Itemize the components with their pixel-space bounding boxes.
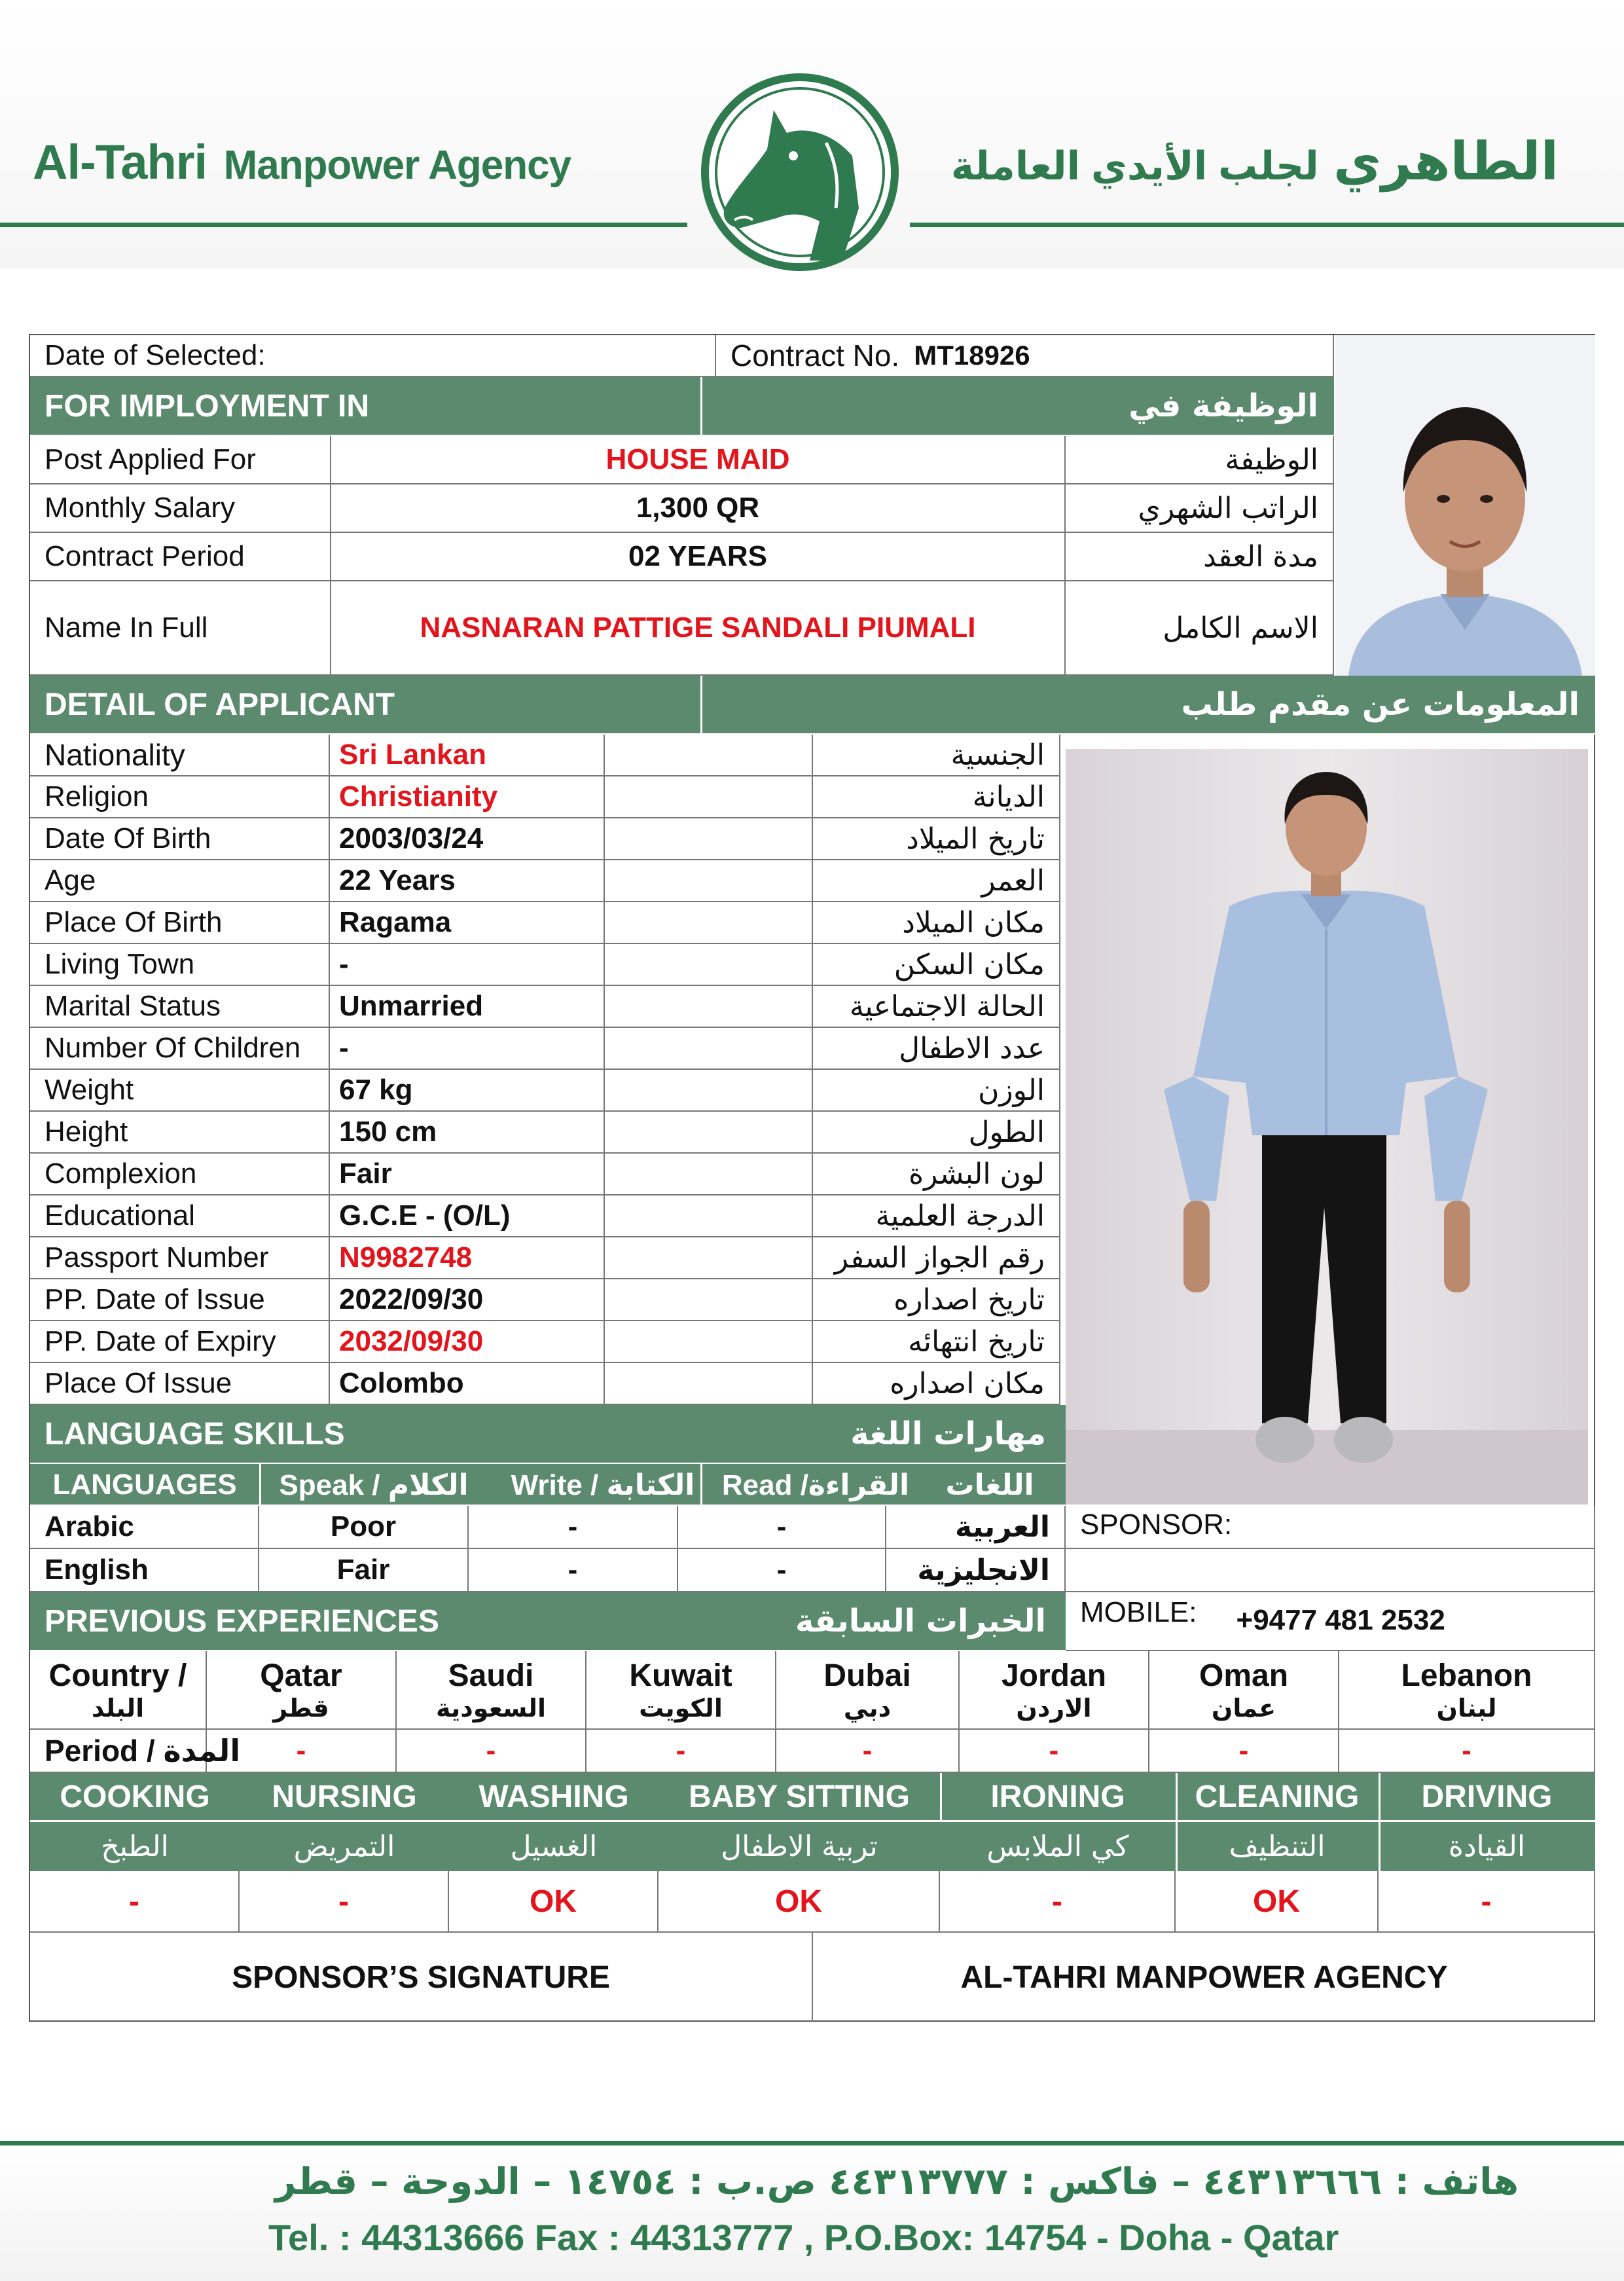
blank-cell <box>605 1154 813 1195</box>
religion-label: Religion <box>30 776 330 818</box>
country-label-en: Country / <box>48 1658 187 1693</box>
contract-number-value: MT18926 <box>914 340 1030 371</box>
header-rule-left <box>0 223 687 227</box>
complexion-label: Complexion <box>30 1154 330 1195</box>
english-write-value: - <box>469 1549 678 1592</box>
blank-cell <box>605 1112 813 1154</box>
marital-status-label-ar: الحالة الاجتماعية <box>813 986 1060 1028</box>
pp-expiry-date-value: 2032/09/30 <box>330 1321 605 1363</box>
skill-cooking-label: COOKING <box>60 1779 210 1814</box>
country-name-ar: الاردن <box>1016 1693 1092 1723</box>
skill-washing-value: OK <box>449 1871 659 1933</box>
height-label: Height <box>30 1112 330 1154</box>
children-value: - <box>330 1028 605 1070</box>
height-value: 150 cm <box>330 1112 605 1154</box>
full-body-photo <box>1066 749 1588 1505</box>
skill-ironing-label-ar: كي الملابس <box>986 1829 1129 1863</box>
date-selected-label: Date of Selected: <box>45 339 266 371</box>
weight-value: 67 kg <box>330 1070 605 1112</box>
country-name-ar: السعودية <box>435 1693 547 1723</box>
full-name-label-ar: الاسم الكامل <box>1066 581 1334 676</box>
children-label: Number Of Children <box>30 1028 330 1070</box>
country-qatar <box>207 1651 397 1730</box>
blank-cell <box>605 986 813 1028</box>
skills-divider <box>1379 1773 1380 1871</box>
language-row-english-ar: الانجليزية <box>886 1549 1066 1592</box>
brand-name-main: Al-Tahri <box>33 135 208 189</box>
dob-label: Date Of Birth <box>30 818 330 860</box>
education-label: Educational <box>30 1195 330 1237</box>
nationality-value: Sri Lankan <box>330 735 605 776</box>
post-label-ar: الوظيفة <box>1066 436 1334 484</box>
blank-cell <box>605 1070 813 1112</box>
blank-cell <box>605 1279 813 1321</box>
skills-divider <box>940 1773 942 1820</box>
place-of-birth-label-ar: مكان الميلاد <box>813 902 1060 944</box>
children-label-ar: عدد الاطفال <box>813 1028 1060 1070</box>
country-jordan <box>960 1651 1149 1730</box>
blank-cell <box>605 1028 813 1070</box>
full-body-image <box>1066 749 1588 1505</box>
salary-label: Monthly Salary <box>30 484 331 533</box>
blank-cell <box>1066 1549 1595 1592</box>
passport-number-label: Passport Number <box>30 1237 330 1279</box>
horse-head-logo-icon <box>695 71 905 274</box>
read-column-header: Read /القراءة <box>721 1469 910 1501</box>
languages-column-header: LANGUAGES <box>52 1469 237 1501</box>
dob-label-ar: تاريخ الميلاد <box>813 818 1060 860</box>
skills-divider <box>1176 1773 1178 1871</box>
blank-cell <box>605 1321 813 1363</box>
country-kuwait <box>586 1651 776 1730</box>
country-name: Oman <box>1199 1658 1289 1693</box>
employment-section-header <box>30 377 1334 436</box>
height-label-ar: الطول <box>813 1112 1060 1154</box>
contract-number-field <box>716 335 1334 377</box>
blank-cell <box>605 1195 813 1237</box>
brand-name-arabic-main: الطاهري <box>1333 132 1559 191</box>
age-label: Age <box>30 860 330 902</box>
country-dubai <box>776 1651 960 1730</box>
country-header <box>30 1651 207 1730</box>
country-name-ar: عمان <box>1211 1693 1276 1723</box>
place-of-issue-label-ar: مكان اصداره <box>813 1363 1060 1405</box>
blank-cell <box>605 1363 813 1405</box>
dob-value: 2003/03/24 <box>330 818 605 860</box>
footer-rule <box>0 2141 1624 2145</box>
period-lebanon: - <box>1339 1730 1595 1773</box>
country-oman <box>1149 1651 1339 1730</box>
agency-signature-box: AL-TAHRI MANPOWER AGENCY <box>960 1960 1448 1995</box>
letterhead <box>0 0 1624 268</box>
arabic-write-value: - <box>469 1506 678 1549</box>
religion-value: Christianity <box>330 776 605 818</box>
sponsor-label: SPONSOR: <box>1080 1508 1233 1541</box>
country-name: Jordan <box>1001 1658 1107 1693</box>
contract-period-value: 02 YEARS <box>331 533 1066 581</box>
salary-label-ar: الراتب الشهري <box>1066 484 1334 533</box>
header-divider <box>700 1464 702 1506</box>
marital-status-value: Unmarried <box>330 986 605 1028</box>
experience-title-en: PREVIOUS EXPERIENCES <box>45 1603 439 1639</box>
period-jordan: - <box>960 1730 1149 1773</box>
experience-section-header <box>30 1592 1066 1651</box>
contract-period-label-ar: مدة العقد <box>1066 533 1334 581</box>
blank-cell <box>605 860 813 902</box>
skills-header-divider <box>30 1820 1595 1822</box>
brand-name-english <box>33 134 571 190</box>
pp-expiry-date-label-ar: تاريخ انتهائه <box>813 1321 1060 1363</box>
post-label: Post Applied For <box>30 436 331 484</box>
skill-cooking-label-ar: الطبخ <box>101 1829 169 1863</box>
language-row-english: English <box>30 1549 259 1592</box>
education-value: G.C.E - (O/L) <box>330 1195 605 1237</box>
post-value: HOUSE MAID <box>331 436 1066 484</box>
arabic-read-value: - <box>678 1506 886 1549</box>
education-label-ar: الدرجة العلمية <box>813 1195 1060 1237</box>
country-name-ar: دبي <box>843 1693 892 1723</box>
blank-cell <box>605 902 813 944</box>
skill-washing-label: WASHING <box>478 1779 629 1814</box>
period-saudi: - <box>397 1730 586 1773</box>
full-name-value: NASNARAN PATTIGE SANDALI PIUMALI <box>331 581 1066 676</box>
band-divider <box>700 377 702 436</box>
religion-label-ar: الديانة <box>813 776 1060 818</box>
country-saudi <box>397 1651 586 1730</box>
skill-ironing-label: IRONING <box>990 1779 1125 1814</box>
country-name: Kuwait <box>629 1658 732 1693</box>
english-speak-value: Fair <box>259 1549 469 1592</box>
weight-label-ar: الوزن <box>813 1070 1060 1112</box>
skill-baby-sitting-label-ar: تربية الاطفال <box>721 1829 878 1863</box>
contract-number-label: Contract No. <box>731 338 900 373</box>
applicant-section-header <box>30 676 1595 735</box>
applicant-title-en: DETAIL OF APPLICANT <box>45 687 395 722</box>
write-column-header: Write / الكتابة <box>511 1469 695 1501</box>
pp-issue-date-value: 2022/09/30 <box>330 1279 605 1321</box>
language-row-arabic: Arabic <box>30 1506 259 1549</box>
employment-title-en: FOR IMPLOYMENT IN <box>45 388 369 424</box>
blank-cell <box>605 735 813 776</box>
english-read-value: - <box>678 1549 886 1592</box>
footer-contact-arabic: هاتف : ٤٤٣١٣٦٦٦ – فاكس : ٤٤٣١٣٧٧٧ ص.ب : ١٤٧٥٤ – الدوحة – قطر <box>275 2161 1519 2203</box>
period-label: Period / المدة <box>30 1730 207 1773</box>
arabic-speak-value: Poor <box>259 1506 469 1549</box>
skill-nursing-label: NURSING <box>272 1779 417 1814</box>
application-form <box>29 334 1595 2022</box>
skill-driving-label-ar: القيادة <box>1448 1829 1526 1863</box>
skill-baby-sitting-value: OK <box>659 1871 940 1933</box>
place-of-issue-label: Place Of Issue <box>30 1363 330 1405</box>
blank-cell <box>605 1237 813 1279</box>
language-title-ar: مهارات اللغة <box>850 1415 1046 1452</box>
blank-cell <box>605 818 813 860</box>
passport-photo <box>1335 335 1595 676</box>
country-name: Saudi <box>448 1658 534 1693</box>
country-name-ar: لبنان <box>1436 1693 1497 1723</box>
applicant-title-ar: المعلومات عن مقدم طلب <box>1181 686 1579 723</box>
place-of-issue-value: Colombo <box>330 1363 605 1405</box>
language-section-header <box>30 1405 1066 1464</box>
languages-column-header-ar: اللغات <box>945 1469 1034 1501</box>
skill-cleaning-label-ar: التنظيف <box>1229 1829 1326 1863</box>
country-name: Lebanon <box>1401 1658 1532 1693</box>
marital-status-label: Marital Status <box>30 986 330 1028</box>
brand-name-arabic-sub: لجلب الأيدي العاملة <box>950 144 1319 188</box>
skill-baby-sitting-label: BABY SITTING <box>689 1779 910 1814</box>
band-divider <box>700 676 702 735</box>
mobile-field <box>1066 1592 1595 1651</box>
country-name: Dubai <box>823 1658 911 1693</box>
country-label-ar: البلد <box>91 1693 145 1723</box>
place-of-birth-label: Place Of Birth <box>30 902 330 944</box>
skill-cleaning-value: OK <box>1176 1871 1379 1933</box>
period-kuwait: - <box>586 1730 776 1773</box>
full-name-label: Name In Full <box>30 581 331 676</box>
blank-cell <box>605 944 813 986</box>
skill-ironing-value: - <box>940 1871 1176 1933</box>
age-label-ar: العمر <box>813 860 1060 902</box>
living-town-label: Living Town <box>30 944 330 986</box>
header-divider <box>259 1464 261 1506</box>
weight-label: Weight <box>30 1070 330 1112</box>
blank-cell <box>605 776 813 818</box>
mobile-value: +9477 481 2532 <box>1236 1604 1445 1636</box>
skill-washing-label-ar: الغسيل <box>510 1829 598 1863</box>
living-town-value: - <box>330 944 605 986</box>
country-name: Qatar <box>260 1658 342 1693</box>
salary-value: 1,300 QR <box>331 484 1066 533</box>
pp-issue-date-label-ar: تاريخ اصداره <box>813 1279 1060 1321</box>
language-title-en: LANGUAGE SKILLS <box>45 1416 345 1451</box>
passport-number-value: N9982748 <box>330 1237 605 1279</box>
country-name-ar: قطر <box>273 1693 329 1723</box>
pp-expiry-date-label: PP. Date of Expiry <box>30 1321 330 1363</box>
footer-contact-english: Tel. : 44313666 Fax : 44313777 , P.O.Box: 14754 - Doha - Qatar <box>268 2217 1339 2258</box>
contract-period-label: Contract Period <box>30 533 331 581</box>
date-selected-field <box>30 335 716 377</box>
country-lebanon <box>1339 1651 1595 1730</box>
sponsor-field <box>1066 1506 1595 1549</box>
living-town-label-ar: مكان السكن <box>813 944 1060 986</box>
language-row-arabic-ar: العربية <box>886 1506 1066 1549</box>
skill-nursing-label-ar: التمريض <box>293 1829 395 1863</box>
passport-number-label-ar: رقم الجواز السفر <box>813 1237 1060 1279</box>
brand-name-arabic <box>951 131 1559 192</box>
sponsor-signature-box: SPONSOR’S SIGNATURE <box>30 1933 813 2022</box>
pp-issue-date-label: PP. Date of Issue <box>30 1279 330 1321</box>
employment-title-ar: الوظيفة في <box>1128 388 1318 424</box>
mobile-label: MOBILE: <box>1080 1596 1197 1628</box>
skill-nursing-value: - <box>240 1871 449 1933</box>
skill-driving-value: - <box>1379 1871 1595 1933</box>
header-rule-right <box>910 223 1624 227</box>
complexion-value: Fair <box>330 1154 605 1195</box>
skill-cleaning-label: CLEANING <box>1195 1779 1360 1814</box>
period-oman: - <box>1149 1730 1339 1773</box>
speak-column-header: Speak / الكلام <box>279 1469 469 1501</box>
nationality-label-ar: الجنسية <box>813 735 1060 776</box>
complexion-label-ar: لون البشرة <box>813 1154 1060 1195</box>
brand-name-sub: Manpower Agency <box>223 143 571 188</box>
experience-title-ar: الخبرات السابقة <box>795 1603 1046 1639</box>
period-qatar: - <box>207 1730 397 1773</box>
place-of-birth-value: Ragama <box>330 902 605 944</box>
country-name-ar: الكويت <box>639 1693 723 1723</box>
nationality-label: Nationality <box>30 735 330 776</box>
skill-driving-label: DRIVING <box>1421 1779 1553 1814</box>
age-value: 22 Years <box>330 860 605 902</box>
period-dubai: - <box>776 1730 960 1773</box>
headshot-image <box>1335 335 1595 676</box>
skill-cooking-value: - <box>30 1871 240 1933</box>
